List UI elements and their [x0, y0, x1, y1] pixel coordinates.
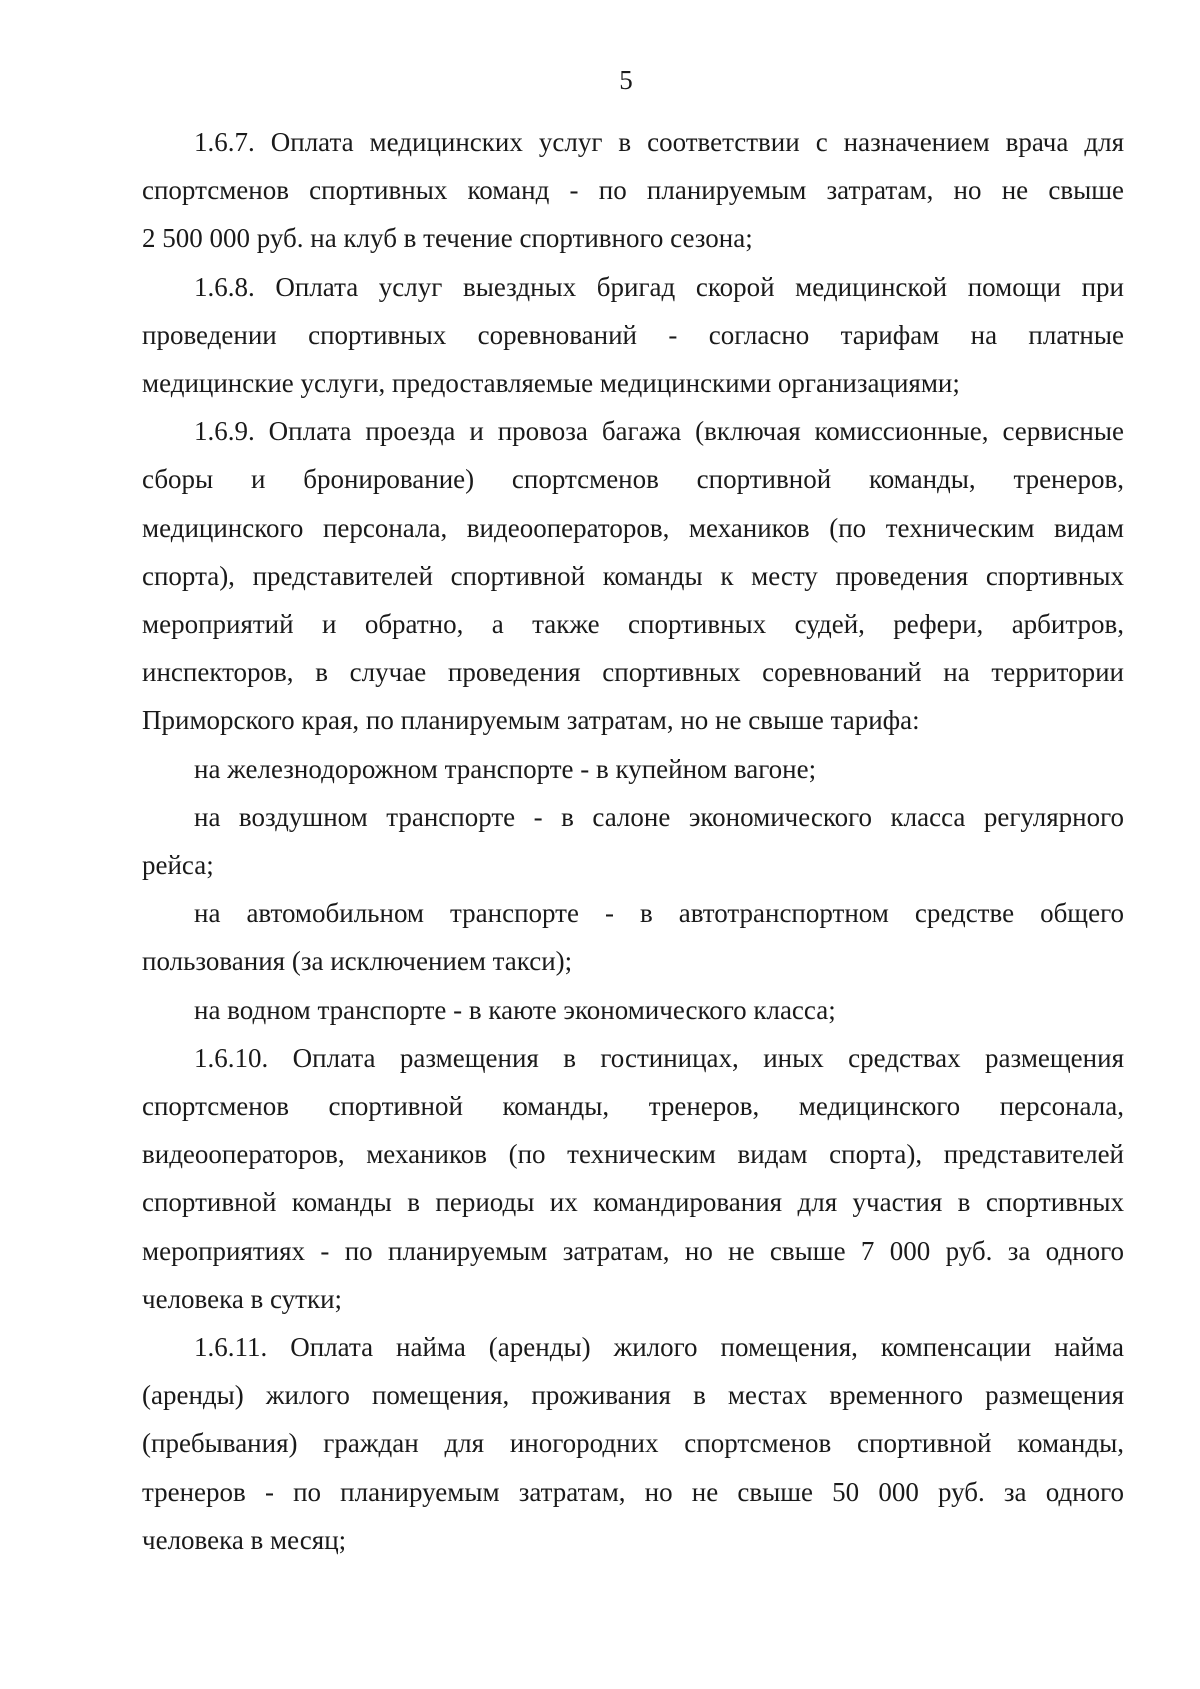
page-number: 5	[619, 65, 633, 95]
text-line: на автомобильном транспорте - в автотранспортном средстве общего	[194, 898, 1124, 929]
text-line: медицинского персонала, видеооператоров, механиков (по техническим видам	[142, 512, 1124, 543]
text-line: спортсменов спортивной команды, тренеров, медицинского персонала,	[142, 1091, 1124, 1122]
paragraph-water-transport	[142, 986, 1124, 1034]
text-line: (аренды) жилого помещения, проживания в местах временного размещения	[142, 1380, 1124, 1411]
text-line: на воздушном транспорте - в салоне экономического класса регулярного	[194, 801, 1124, 832]
paragraph-1-6-10	[142, 1034, 1124, 1323]
text-line: Приморского края, по планируемым затратам, но не свыше тарифа:	[142, 705, 920, 736]
text-line: спорта), представителей спортивной команды к месту проведения спортивных	[142, 560, 1124, 591]
text-line: рейса;	[142, 850, 214, 881]
text-line: 1.6.7. Оплата медицинских услуг в соответствии с назначением врача для	[194, 127, 1124, 157]
text-line: пользования (за исключением такси);	[142, 946, 573, 977]
text-line: мероприятий и обратно, а также спортивных судей, рефери, арбитров,	[142, 609, 1124, 640]
text-line: медицинские услуги, предоставляемые медицинскими организациями;	[142, 368, 960, 399]
paragraph-rail-transport	[142, 745, 1124, 793]
paragraph-1-6-11	[142, 1323, 1124, 1564]
text-line: тренеров - по планируемым затратам, но не свыше 50 000 руб. за одного	[142, 1476, 1124, 1507]
text-line: инспекторов, в случае проведения спортивных соревнований на территории	[142, 657, 1124, 688]
paragraph-air-transport	[142, 793, 1124, 889]
text-line: на водном транспорте - в каюте экономического класса;	[194, 994, 836, 1025]
text-line: (пребывания) граждан для иногородних спортсменов спортивной команды,	[142, 1428, 1124, 1459]
text-line: 2 500 000 руб. на клуб в течение спортивного сезона;	[142, 223, 753, 254]
text-line: на железнодорожном транспорте - в купейном вагоне;	[194, 753, 817, 784]
text-line: видеооператоров, механиков (по техническим видам спорта), представителей	[142, 1139, 1124, 1170]
text-line: мероприятиях - по планируемым затратам, но не свыше 7 000 руб. за одного	[142, 1235, 1124, 1266]
paragraph-road-transport	[142, 889, 1124, 985]
document-body	[142, 118, 1124, 1564]
text-line: спортсменов спортивных команд - по планируемым затратам, но не свыше	[142, 175, 1124, 206]
text-line: 1.6.9. Оплата проезда и провоза багажа (включая комиссионные, сервисные	[194, 416, 1124, 447]
text-line: человека в сутки;	[142, 1283, 343, 1314]
text-line: спортивной команды в периоды их командирования для участия в спортивных	[142, 1187, 1124, 1218]
text-line: сборы и бронирование) спортсменов спортивной команды, тренеров,	[142, 464, 1124, 495]
text-line: проведении спортивных соревнований - согласно тарифам на платные	[142, 319, 1124, 350]
paragraph-1-6-9	[142, 407, 1124, 744]
paragraph-1-6-7	[142, 118, 1124, 263]
paragraph-1-6-8	[142, 263, 1124, 408]
text-line: человека в месяц;	[142, 1524, 347, 1555]
text-line: 1.6.11. Оплата найма (аренды) жилого помещения, компенсации найма	[194, 1332, 1124, 1363]
text-line: 1.6.8. Оплата услуг выездных бригад скорой медицинской помощи при	[194, 271, 1124, 302]
text-line: 1.6.10. Оплата размещения в гостиницах, иных средствах размещения	[194, 1042, 1124, 1073]
